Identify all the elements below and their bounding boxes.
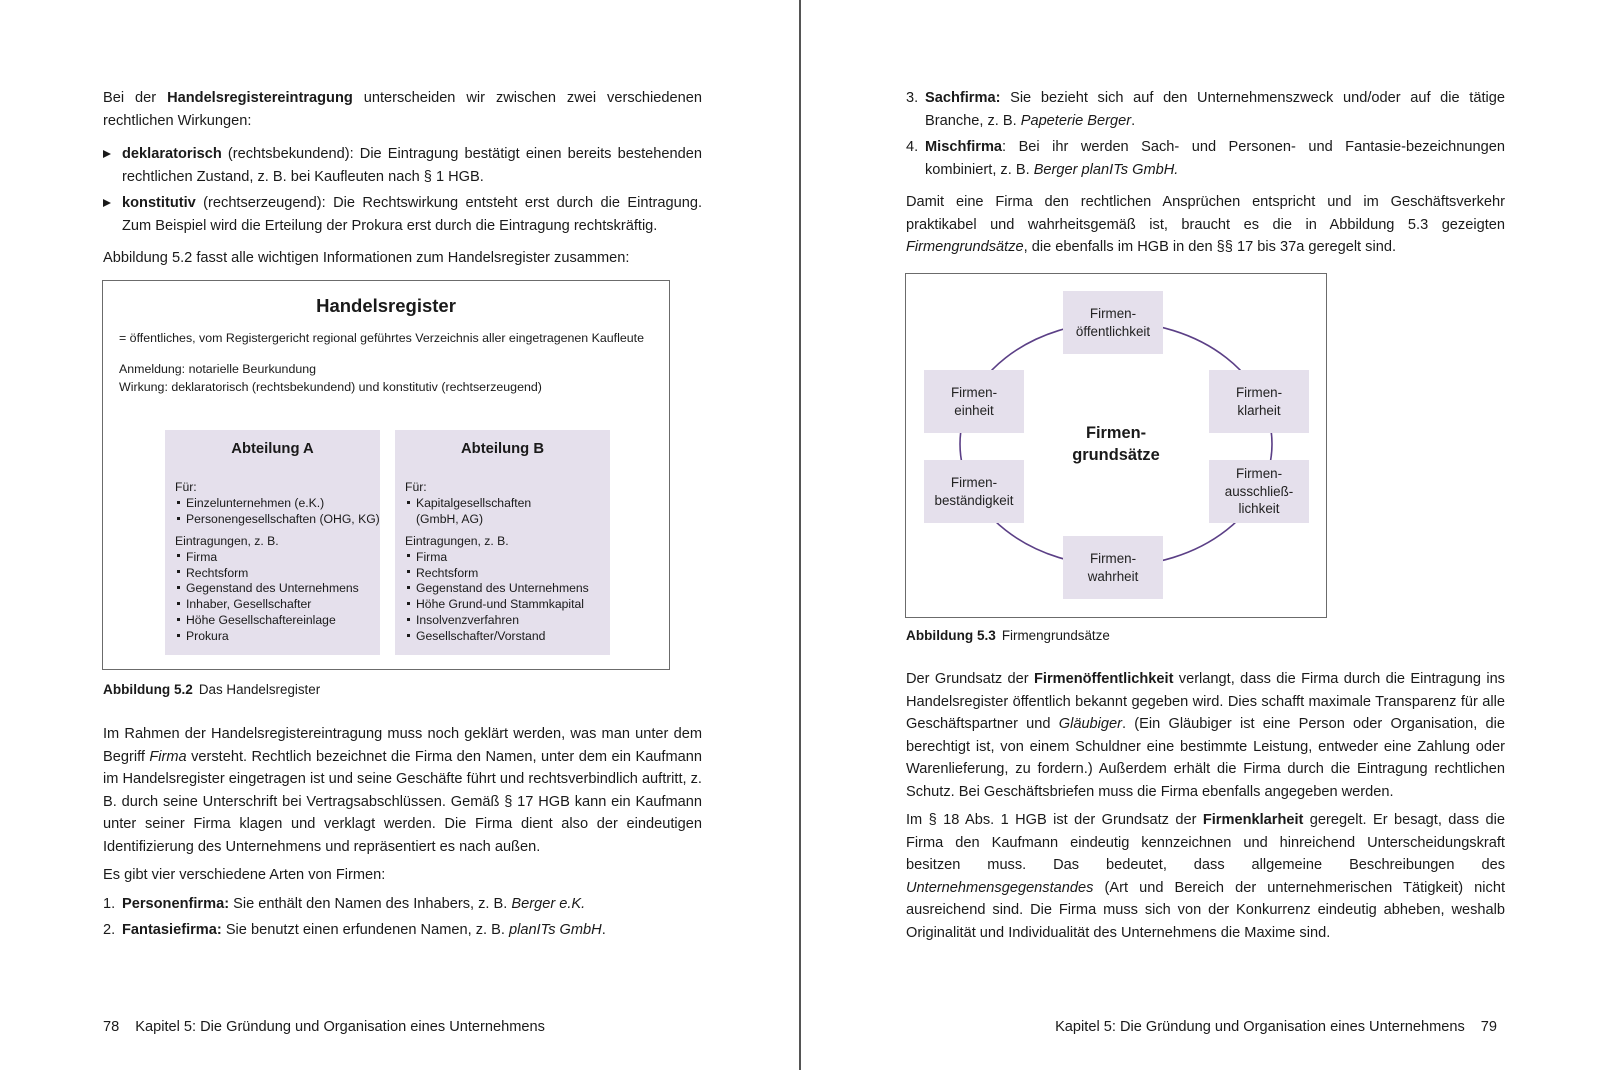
square-bullet-icon <box>177 570 180 573</box>
department-a-box <box>165 430 380 655</box>
caption-text: Firmengrundsätze <box>1001 628 1110 643</box>
type-text: Sie bezieht sich auf den Unternehmenszweck und/oder auf die tätige Branche, z. B. <box>925 90 1505 129</box>
item-text: Firma <box>416 549 448 564</box>
page-divider <box>799 0 801 1070</box>
list-number: 3. <box>906 90 919 106</box>
principles-intro <box>906 191 1505 259</box>
department-b-body <box>405 480 604 645</box>
figure-definition: = öffentliches, vom Registergericht regional geführtes Verzeichnis aller eingetragenen Kaufleute <box>119 331 644 345</box>
type-term: Sachfirma: <box>925 90 1001 106</box>
effect-text: (rechtsbekundend): Die Eintragung bestätigt einen bereits bestehenden rechtlichen Zustand, z. B. bei Kaufleuten nach § 1 HGB. <box>122 146 702 185</box>
publicity-paragraph <box>906 668 1505 803</box>
item-text: Rechtsform <box>416 565 479 580</box>
type-text: Sie enthält den Namen des Inhabers, z. B. <box>229 895 512 912</box>
diagram-center-title: Firmen- grundsätze <box>1072 424 1160 464</box>
intro-bold-term: Handelsregistereintragung <box>167 90 353 106</box>
types-intro: Es gibt vier verschiedene Arten von Firmen: <box>103 867 386 883</box>
node-oeffentlichkeit: Firmen- öffentlichkeit <box>1063 291 1163 354</box>
type-example: Papeterie Berger <box>1020 112 1132 129</box>
caption-label: Abbildung 5.3 <box>906 628 996 643</box>
figure-firmengrundsaetze <box>905 273 1327 618</box>
type-example: Berger e.K. <box>511 895 586 912</box>
item-text: Firma <box>186 549 218 564</box>
firm-types-list <box>103 893 702 942</box>
list-item <box>175 566 374 582</box>
item-text: Insolvenzverfahren <box>416 613 519 628</box>
page-number: 79 <box>1480 1019 1497 1035</box>
effect-term: konstitutiv <box>122 195 196 211</box>
square-bullet-icon <box>407 586 410 589</box>
firma-paragraph <box>103 723 702 858</box>
type-term: Personenfirma: <box>122 895 230 912</box>
clarity-paragraph <box>906 809 1505 944</box>
item-text: Inhaber, Gesellschafter <box>186 597 312 612</box>
type-example: planITs GmbH <box>508 922 602 938</box>
effect-text: (rechtserzeugend): Die Rechtswirkung entsteht erst durch die Eintragung. Zum Beispiel wird die Erteilung der Prokura erst durch die Eintragung rechtskräftig. <box>122 195 702 234</box>
paragraph-text: geregelt. Er besagt, dass die Firma den Kaufmann eindeutig kennzeichnen und hinreichend Unterscheidungskraft besitzen muss. Das bedeutet, dass allgemeine Beschreibungen des <box>906 812 1505 873</box>
paragraph-text: Im Rahmen der Handelsregistereintragung muss noch geklärt werden, was man unter dem Begriff <box>103 726 702 765</box>
paragraph-text: , die ebenfalls im HGB in den §§ 17 bis 37a geregelt sind. <box>1023 239 1396 255</box>
list-item <box>175 550 374 566</box>
paragraph-text: Damit eine Firma den rechtlichen Ansprüchen entspricht und im Geschäftsverkehr praktikabel und wahrheitsgemäß ist, braucht es die in Abbildung 5.3 gezeigten <box>906 194 1505 233</box>
item-text: Höhe Grund-und Stammkapital <box>416 597 585 612</box>
list-item <box>405 496 604 512</box>
item-text: Gesellschafter/Vorstand <box>416 629 546 644</box>
square-bullet-icon <box>177 586 180 589</box>
running-header-chapter: Kapitel 5: Die Gründung und Organisation eines Unternehmens <box>1055 1019 1465 1035</box>
node-bestaendigkeit: Firmen- beständigkeit <box>924 460 1024 523</box>
figure-meta <box>119 360 542 396</box>
right-column-lower <box>906 668 1505 950</box>
list-item <box>906 87 1505 132</box>
paragraph-text: (Art und Bereich der unternehmerischen Tätigkeit) nicht ausreichend sind. Die Firma muss sich von der Konkurrenz eindeutig abheben, weshalb Originalität und Individualität des Unternehmens die Maxime sind. <box>906 879 1505 941</box>
node-klarheit: Firmen- klarheit <box>1209 370 1309 433</box>
node-wahrheit: Firmen- wahrheit <box>1063 536 1163 599</box>
list-item <box>405 629 604 645</box>
list-item <box>906 136 1505 181</box>
item-text: Prokura <box>186 629 229 644</box>
intro-text: Bei der <box>103 90 168 106</box>
square-bullet-icon <box>407 602 410 605</box>
square-bullet-icon <box>177 501 180 504</box>
list-item <box>405 581 604 597</box>
for-label: Für: <box>175 480 197 494</box>
list-item <box>175 629 374 645</box>
entries-label: Eintragungen, z. B. <box>175 533 279 548</box>
italic-term: Firma <box>149 748 187 765</box>
square-bullet-icon <box>407 570 410 573</box>
right-footer <box>1055 1019 1497 1035</box>
caption-label: Abbildung 5.2 <box>103 682 193 697</box>
square-bullet-icon <box>407 501 410 504</box>
left-footer <box>103 1019 545 1035</box>
item-text: Kapitalgesellschaften <box>416 495 532 510</box>
list-item <box>405 550 604 566</box>
intro-paragraph <box>103 87 702 132</box>
paragraph-text: Der Grundsatz der <box>906 671 1034 687</box>
department-a-title: Abteilung A <box>231 441 314 457</box>
paragraph-text: verlangt, dass die Firma durch die Eintragung ins Handelsregister öffentlich bekannt gegeben wird. Dies schafft maximale Transparenz für alle Geschäftspartner und <box>906 671 1505 732</box>
list-item <box>103 192 702 237</box>
list-item <box>175 511 380 528</box>
department-a-body <box>175 480 380 645</box>
figure-title: Handelsregister <box>316 295 456 316</box>
square-bullet-icon <box>177 634 180 637</box>
entries-label: Eintragungen, z. B. <box>405 533 509 548</box>
item-text: Gegenstand des Unternehmens <box>416 581 589 596</box>
figure-intro: Abbildung 5.2 fasst alle wichtigen Informationen zum Handelsregister zusammen: <box>103 250 630 266</box>
running-header-chapter: Kapitel 5: Die Gründung und Organisation eines Unternehmens <box>135 1019 545 1035</box>
type-end: . <box>1131 112 1136 129</box>
square-bullet-icon <box>407 618 410 621</box>
list-item <box>103 893 702 916</box>
type-text: Sie benutzt einen erfundenen Namen, z. B. <box>221 922 509 938</box>
effect-term: deklaratorisch <box>122 146 222 162</box>
item-text: Höhe Gesellschaftereinlage <box>186 613 336 628</box>
firm-types-list-continued <box>906 87 1505 181</box>
type-end: . <box>601 922 606 938</box>
bold-term: Firmenklarheit <box>1202 812 1304 828</box>
list-item <box>175 496 374 512</box>
effects-list <box>103 143 702 237</box>
item-text: Rechtsform <box>186 565 249 580</box>
triangle-bullet-icon <box>103 199 111 207</box>
list-item <box>175 613 374 629</box>
item-text: Einzelunternehmen (e.K.) <box>186 495 325 510</box>
list-item <box>175 597 374 613</box>
italic-term: Unternehmensgegenstandes <box>906 879 1094 896</box>
square-bullet-icon <box>177 554 180 557</box>
page-number: 78 <box>103 1019 120 1035</box>
square-bullet-icon <box>177 618 180 621</box>
left-column-lower <box>103 723 702 952</box>
type-term: Fantasiefirma: <box>122 922 222 938</box>
square-bullet-icon <box>177 602 180 605</box>
list-item <box>405 613 604 629</box>
list-number: 1. <box>103 895 116 912</box>
node-ausschliesslichkeit: Firmen- ausschließ- lichkeit <box>1209 460 1309 523</box>
bold-term: Firmenöffentlichkeit <box>1033 671 1174 687</box>
paragraph-text: versteht. Rechtlich bezeichnet die Firma den Namen, unter dem ein Kaufmann im Handelsregister eingetragen ist und seine Geschäfte führt und rechtsverbindlich auftritt, z. B. durch seine Unterschrift bei Vertragsabschlüssen. Gemäß § 17 HGB kann ein Kaufmann unter seiner Firma klagen und verklagt werden. Die Firma dient also der eindeutigen Identifizierung des Unternehmens und repräsentiert es nach außen. <box>103 748 702 855</box>
node-einheit: Firmen- einheit <box>924 370 1024 433</box>
list-number: 4. <box>906 139 919 155</box>
list-item <box>103 919 702 942</box>
type-text: : Bei ihr werden Sach- und Personen- und Fantasie-bezeichnungen kombiniert, z. B. <box>925 139 1505 178</box>
list-item <box>405 597 604 613</box>
list-item <box>175 581 374 597</box>
triangle-bullet-icon <box>103 150 111 158</box>
list-item <box>103 143 702 188</box>
effect-line: Wirkung: deklaratorisch (rechtsbekundend) und konstitutiv (rechtserzeugend) <box>119 380 542 394</box>
list-item <box>405 566 604 582</box>
figure-5-2-caption <box>103 682 320 697</box>
registration-line: Anmeldung: notarielle Beurkundung <box>119 362 317 376</box>
left-column <box>103 87 702 276</box>
italic-term: Gläubiger <box>1058 716 1123 732</box>
right-column <box>906 87 1505 265</box>
for-label: Für: <box>405 480 427 494</box>
figure-5-3-caption <box>906 628 1110 643</box>
square-bullet-icon <box>407 634 410 637</box>
intro-text-end: unterscheiden wir zwischen zwei verschiedenen rechtlichen Wirkungen: <box>103 90 702 129</box>
item-text: Personengesellschaften (OHG, KG) <box>186 511 380 526</box>
item-text: Gegenstand des Unternehmens <box>186 581 359 596</box>
figure-handelsregister <box>102 280 670 670</box>
department-b-box <box>395 430 610 655</box>
list-number: 2. <box>103 922 116 938</box>
square-bullet-icon <box>177 517 180 520</box>
paragraph-text: . (Ein Gläubiger ist eine Person oder Organisation, die berechtigt ist, von einem Schuldner eine bestimmte Leistung, entweder eine Zahlung oder Warenlieferung, zu fordern.) Außerdem erhält die Firma durch die Eintragung rechtlichen Schutz. Bei Geschäftsbriefen muss die Firma ebenfalls angegeben werden. <box>906 716 1505 800</box>
list-item-continuation: (GmbH, AG) <box>416 511 484 526</box>
type-term: Mischfirma <box>925 139 1003 155</box>
square-bullet-icon <box>407 554 410 557</box>
paragraph-text: Im § 18 Abs. 1 HGB ist der Grundsatz der <box>906 812 1203 828</box>
department-b-title: Abteilung B <box>460 441 545 457</box>
caption-text: Das Handelsregister <box>198 682 321 697</box>
italic-term: Firmengrundsätze <box>906 239 1024 255</box>
type-example: Berger planITs GmbH. <box>1033 161 1179 178</box>
